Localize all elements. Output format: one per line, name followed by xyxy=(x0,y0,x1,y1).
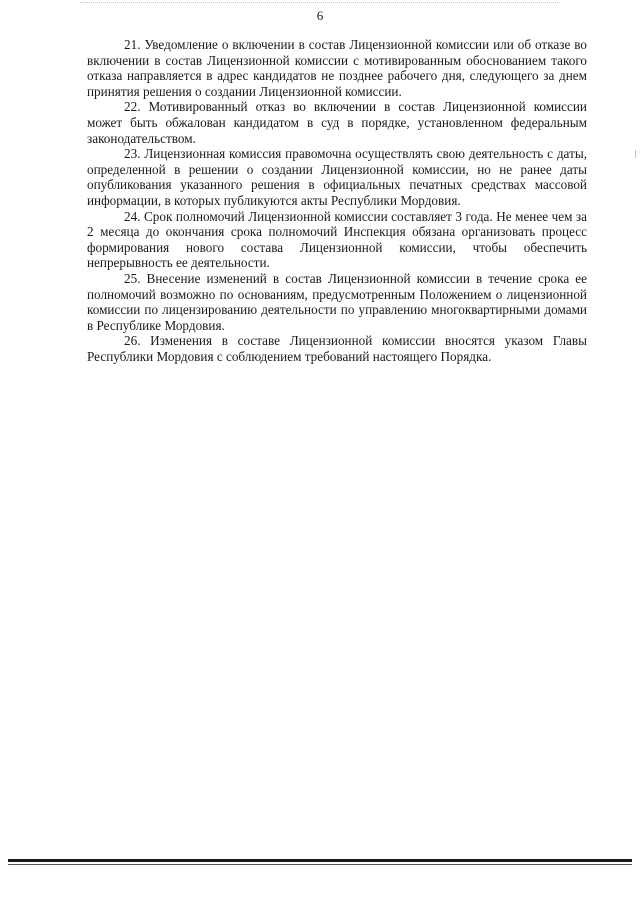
scan-artifact-top xyxy=(80,2,560,5)
paragraph-24: 24. Срок полномочий Лицензионной комиссии составляет 3 года. Не менее чем за 2 месяца до окончания срока полномочий Инспекция обязана организовать процесс формирования нового состава Лицензионной комиссии, чтобы обеспечить непрерывность ее деятельности. xyxy=(87,208,587,271)
paragraph-25: 25. Внесение изменений в состав Лицензионной комиссии в течение срока ее полномочий возможно по основаниям, предусмотренным Положением о лицензионной комиссии по лицензированию деятельности по управлению многоквартирными домами в Республике Мордовия. xyxy=(87,270,587,333)
footer-rule-thick xyxy=(8,859,632,862)
page-number: 6 xyxy=(316,8,324,23)
paragraph-21: 21. Уведомление о включении в состав Лицензионной комиссии или об отказе во включении в состав Лицензионной комиссии с мотивированным обоснованием такого отказа направляется в адрес кандидатов не позднее рабочего дня, следующего за днем принятия решения о создании Лицензионной комиссии. xyxy=(87,37,587,99)
footer-rule-thin xyxy=(8,864,632,865)
document-body xyxy=(87,37,587,364)
paragraph-23: 23. Лицензионная комиссия правомочна осуществлять свою деятельность с даты, определенной в решении о создании Лицензионной комиссии, но не ранее даты опубликования указанного решения в официальных печатных средствах массовой информации, в которых публикуются акты Республики Мордовия. xyxy=(87,146,587,208)
paragraph-22: 22. Мотивированный отказ во включении в состав Лицензионной комиссии может быть обжалован кандидатом в суд в порядке, установленном федеральным законодательством. xyxy=(87,99,587,146)
paragraph-26: 26. Изменения в составе Лицензионной комиссии вносятся указом Главы Республики Мордовия с соблюдением требований настоящего Порядка. xyxy=(87,333,587,364)
scan-artifact-edge xyxy=(635,150,636,158)
